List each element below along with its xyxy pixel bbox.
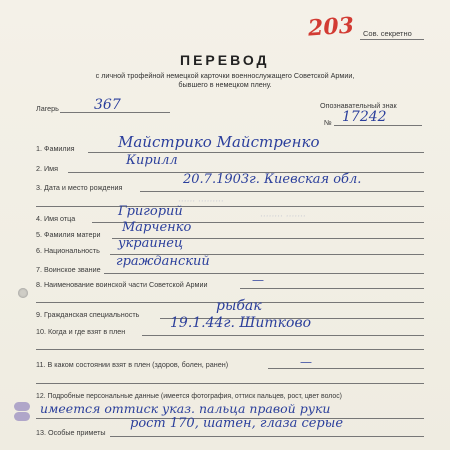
id-tag-line: [334, 125, 422, 126]
paper-clip-mark-bottom: [14, 412, 30, 421]
field-line-captured-extra: [36, 349, 424, 350]
field-line-birth-extra: [36, 206, 424, 207]
document-subtitle-2: бывшего в немецком плену.: [178, 80, 272, 89]
document-title: ПЕРЕВОД: [180, 52, 270, 68]
id-tag-value: 17242: [342, 109, 387, 125]
field-value-father-name: Григорий: [118, 204, 183, 219]
field-value-birth: 20.7.1903г. Киевская обл.: [183, 172, 362, 187]
field-label-captured: 10. Когда и где взят в плен: [36, 327, 126, 336]
field-line-birth: [140, 191, 424, 192]
field-line-condition: [268, 368, 424, 369]
classification-underline: [360, 39, 424, 40]
field-value-captured: 19.1.44г. Шитково: [170, 315, 312, 331]
field-value-mother-surname: Марченко: [122, 220, 192, 235]
field-value-rank: гражданский: [116, 254, 210, 269]
paper-clip-mark-top: [14, 402, 30, 411]
field-label-special-marks: 13. Особые приметы: [36, 428, 106, 437]
field-line-rank: [104, 273, 424, 274]
document-subtitle-1: с личной трофейной немецкой карточки военнослужащего Советской Армии,: [95, 71, 355, 80]
id-tag-label: Опознавательный знак: [320, 101, 397, 110]
field-label-father-name: 4. Имя отца: [36, 214, 76, 223]
field-label-mother-surname: 5. Фамилия матери: [36, 230, 101, 239]
show-through-writing-1: ······ ·········: [178, 197, 224, 207]
camp-value: 367: [94, 97, 121, 113]
field-value-first-name: Кирилл: [126, 153, 178, 168]
field-value-condition: —: [300, 355, 312, 369]
camp-label: Лагерь: [36, 104, 59, 113]
field-label-personal-data: 12. Подробные персональные данные (имеется фотография, оттиск пальцев, рост, цвет волос): [36, 393, 342, 400]
field-line-captured: [142, 335, 424, 336]
field-value-personal-data: имеется оттиск указ. пальца правой руки: [40, 401, 331, 416]
field-value-military-unit: —: [252, 273, 264, 287]
archive-stamp-number: 203: [307, 12, 355, 42]
field-line-special-marks: [110, 436, 424, 437]
field-value-civil-specialty: рыбак: [216, 298, 262, 314]
id-tag-number-sign: №: [324, 118, 332, 127]
field-value-special-marks: рост 170, шатен, глаза серые: [130, 416, 344, 431]
field-label-civil-specialty: 9. Гражданская специальность: [36, 310, 140, 319]
classification-mark: Сов. секретно: [363, 29, 412, 38]
field-label-first-name: 2. Имя: [36, 164, 58, 173]
field-label-birth: 3. Дата и место рождения: [36, 183, 123, 192]
field-value-surname: Майстрико Майстренко: [118, 133, 320, 151]
field-line-military-unit: [240, 288, 424, 289]
field-label-nationality: 6. Национальность: [36, 246, 100, 255]
punch-hole-top: [18, 288, 28, 298]
field-label-rank: 7. Воинское звание: [36, 265, 101, 274]
field-label-surname: 1. Фамилия: [36, 144, 75, 153]
field-label-military-unit: 8. Наименование воинской части Советской Армии: [36, 280, 208, 289]
show-through-writing-2: ········ ·······: [260, 212, 306, 222]
field-label-condition: 11. В каком состоянии взят в плен (здоров, болен, ранен): [36, 360, 229, 369]
field-value-nationality: украинец: [118, 236, 184, 251]
field-line-condition-extra: [36, 383, 424, 384]
